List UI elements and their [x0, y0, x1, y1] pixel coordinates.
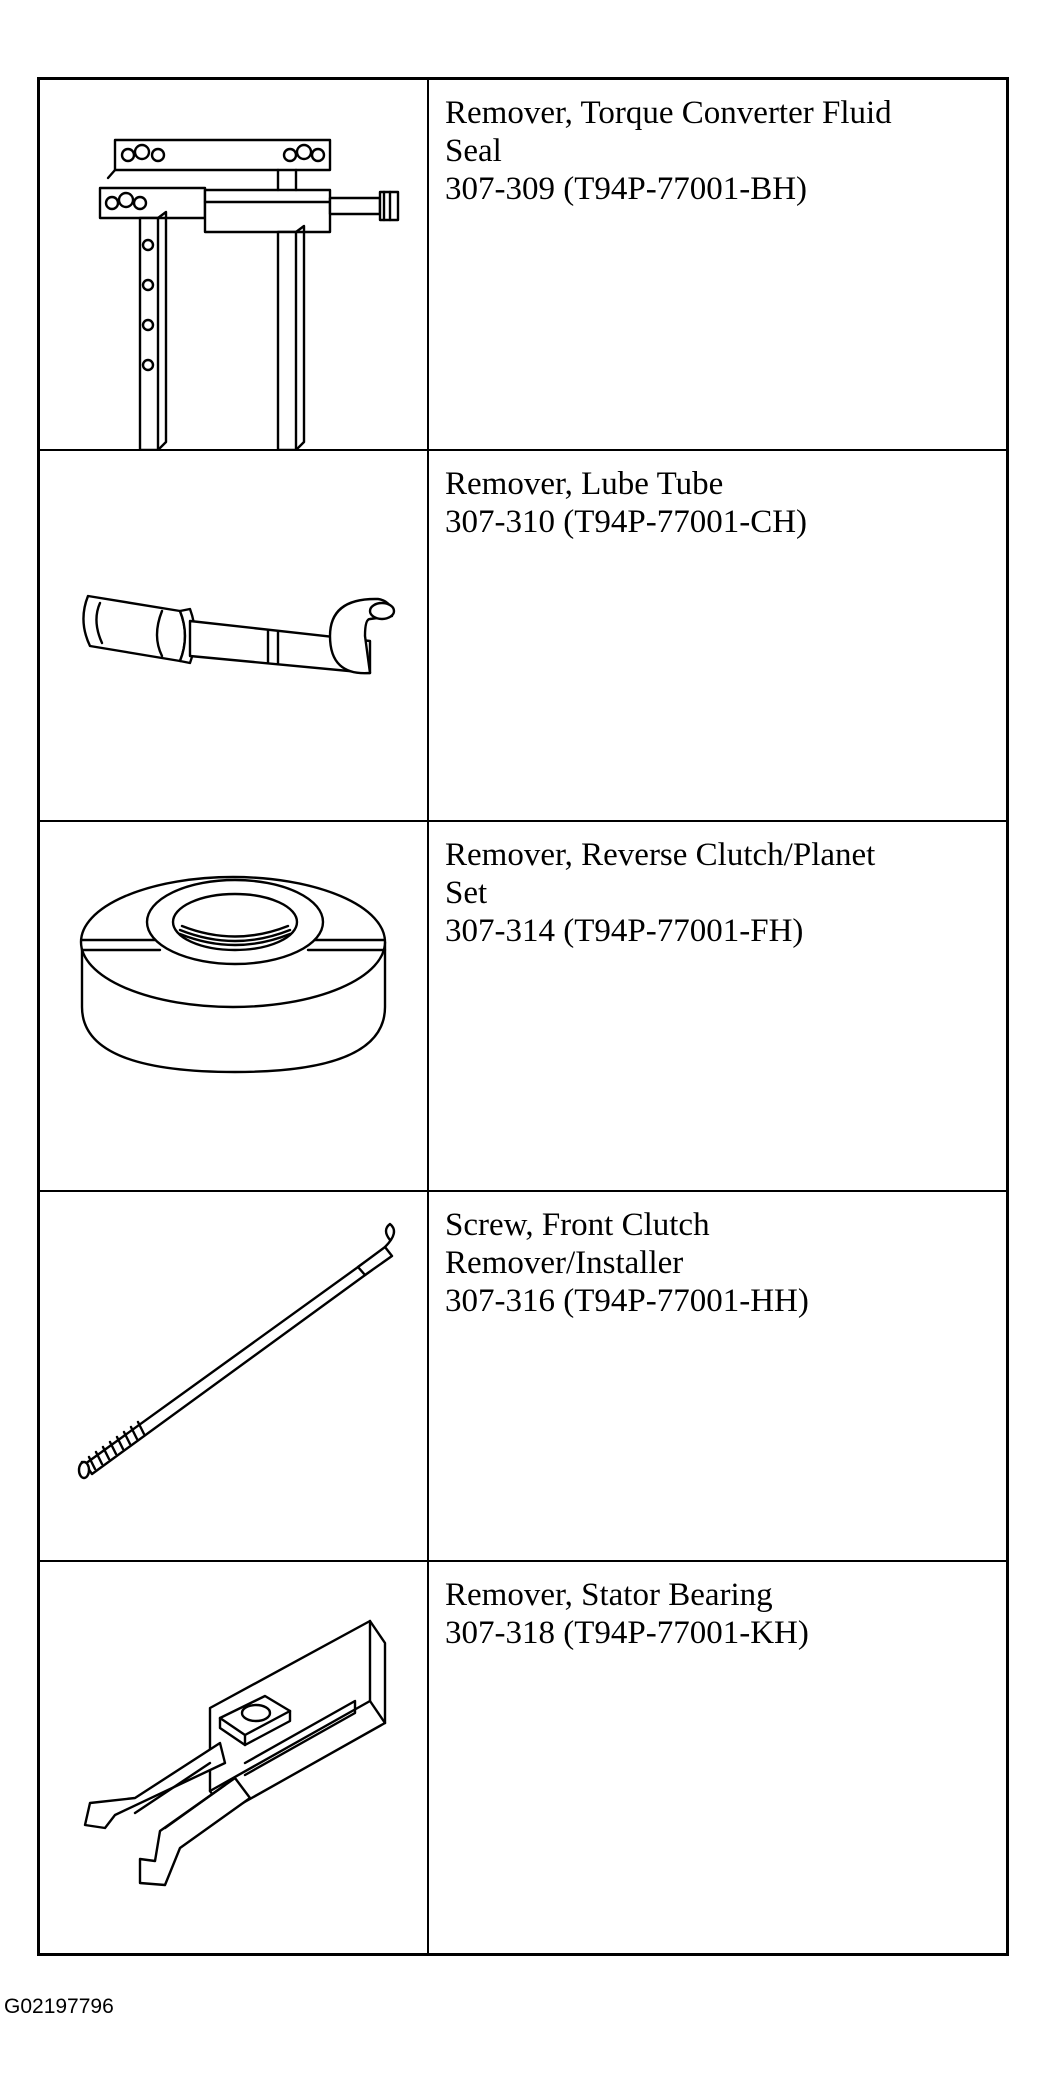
- tool-name-line: Remover, Lube Tube: [445, 466, 724, 502]
- tool-part-number: 307-314 (T94P-77001-FH): [445, 913, 804, 949]
- tool-part-number: 307-318 (T94P-77001-KH): [445, 1615, 809, 1651]
- table-row: [40, 1562, 1006, 1953]
- tool-illustration-cell: [40, 80, 429, 449]
- tool-name-line: Set: [445, 875, 488, 911]
- tool-illustration-cell: [40, 822, 429, 1190]
- tool-illustration-cell: [40, 1192, 429, 1560]
- tool-description: [429, 1562, 1006, 1953]
- bearing-remover-icon: [40, 1562, 427, 1953]
- tool-illustration-cell: [40, 1562, 429, 1953]
- figure-id: G02197796: [4, 1995, 114, 2018]
- table-row: [40, 80, 1006, 451]
- tool-name-line: Remover/Installer: [445, 1245, 684, 1281]
- tool-name-line: Screw, Front Clutch: [445, 1207, 710, 1243]
- puller-icon: [40, 80, 427, 449]
- table-row: [40, 822, 1006, 1192]
- tool-name-line: Remover, Reverse Clutch/Planet: [445, 837, 876, 873]
- table-row: [40, 1192, 1006, 1562]
- tool-name-line: Seal: [445, 133, 502, 169]
- special-tools-table: [37, 77, 1009, 1956]
- threaded-rod-icon: [40, 1192, 427, 1560]
- tool-description: [429, 451, 1006, 820]
- tool-illustration-cell: [40, 451, 429, 820]
- tool-part-number: 307-309 (T94P-77001-BH): [445, 171, 808, 207]
- table-row: [40, 451, 1006, 822]
- tool-description: [429, 80, 1006, 449]
- lube-tube-remover-icon: [40, 451, 427, 820]
- tool-name-line: Remover, Stator Bearing: [445, 1577, 773, 1613]
- tool-part-number: 307-316 (T94P-77001-HH): [445, 1283, 809, 1319]
- tool-description: [429, 822, 1006, 1190]
- tool-description: [429, 1192, 1006, 1560]
- ring-remover-icon: [40, 822, 427, 1190]
- tool-part-number: 307-310 (T94P-77001-CH): [445, 504, 808, 540]
- tool-name-line: Remover, Torque Converter Fluid: [445, 95, 892, 131]
